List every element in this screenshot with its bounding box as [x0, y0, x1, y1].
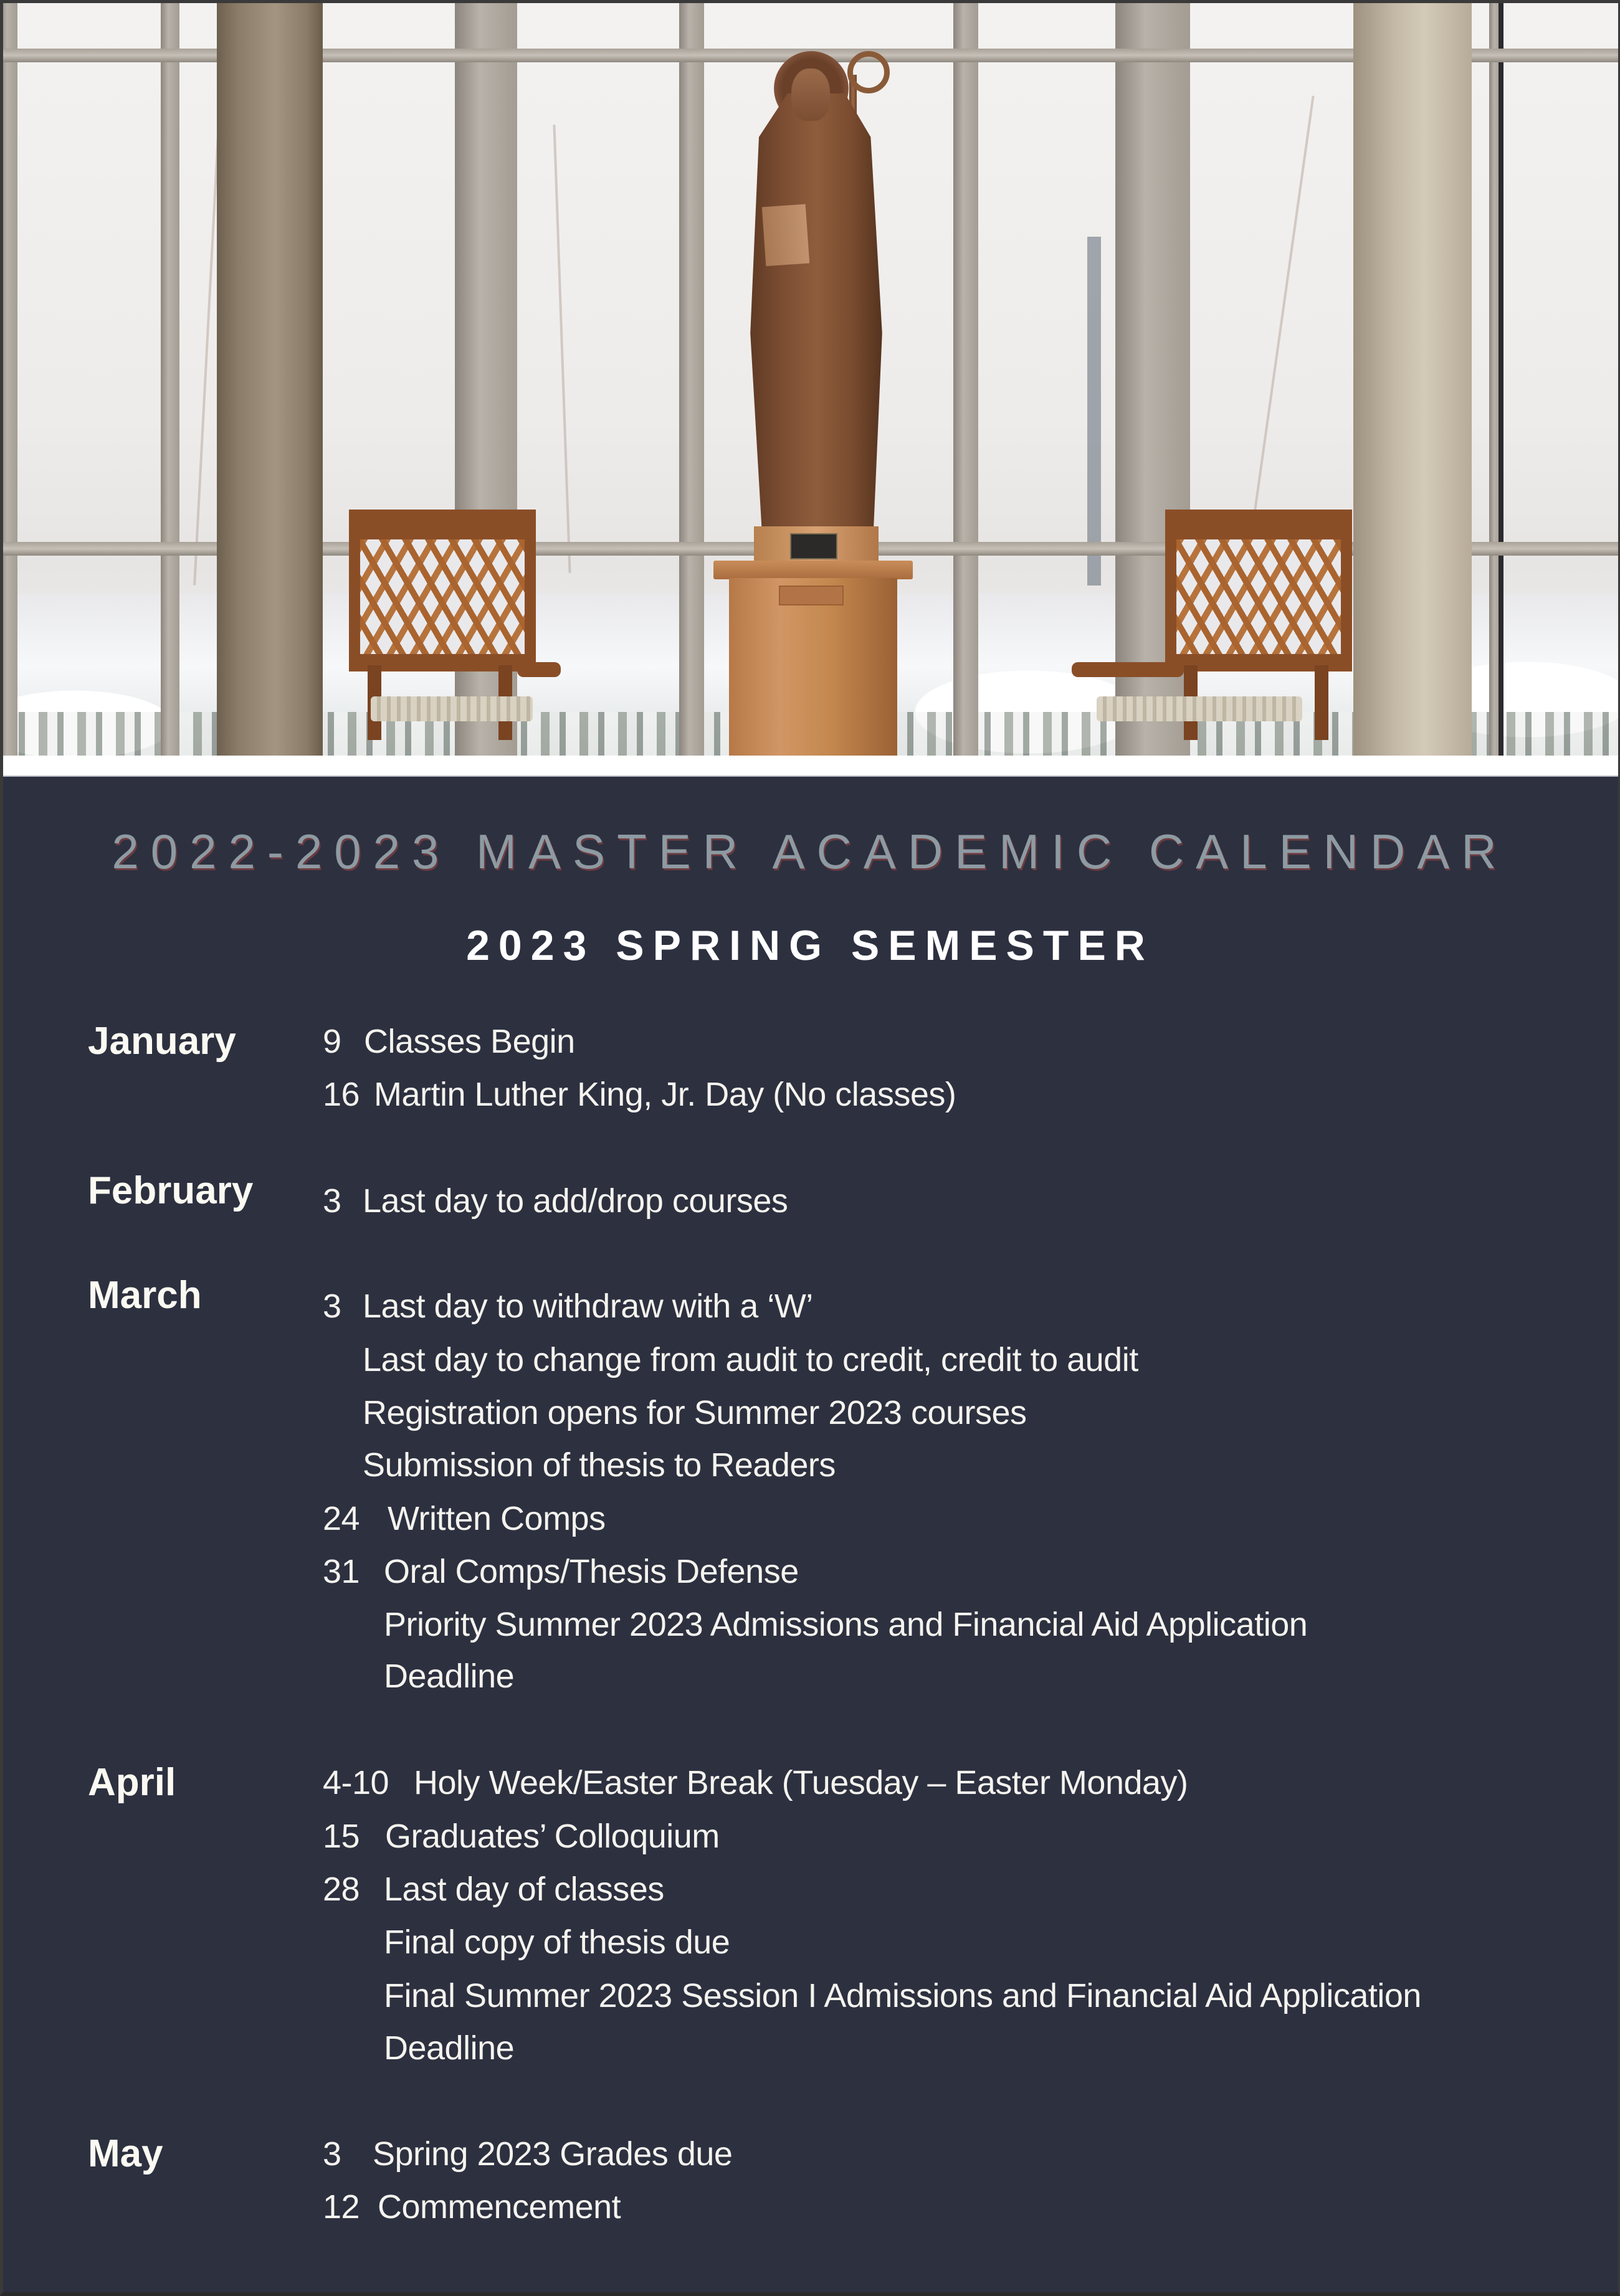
- entry-date: 24: [323, 1500, 360, 1537]
- chair-seat: [1097, 696, 1302, 721]
- entry-text: Last day of classes: [384, 1871, 664, 1908]
- chair-seat: [371, 696, 533, 721]
- chair-back: [1165, 510, 1352, 671]
- calendar-entry-continued: Priority Summer 2023 Admissions and Financial Aid Application: [384, 1606, 1308, 1643]
- entry-text: Last day to withdraw with a ‘W’: [363, 1288, 813, 1325]
- statue-book: [762, 204, 809, 267]
- window-frame: [161, 0, 179, 756]
- entry-date: 9: [323, 1023, 341, 1060]
- calendar-entry-continued: Submission of thesis to Readers: [363, 1446, 836, 1484]
- month-label-january: January: [88, 1020, 236, 1063]
- calendar-entry: [323, 1494, 606, 1544]
- calendar-entry: [323, 1017, 575, 1066]
- entry-text: Last day to add/drop courses: [363, 1182, 788, 1220]
- header-photo: [0, 0, 1620, 756]
- entry-date: 28: [323, 1871, 360, 1908]
- calendar-entry: [323, 1176, 788, 1226]
- entry-date: 3: [323, 1182, 341, 1220]
- entry-text: Graduates’ Colloquium: [385, 1818, 720, 1855]
- chair-left: [349, 510, 598, 756]
- entry-date: 4-10: [323, 1764, 389, 1801]
- window-frame: [0, 0, 17, 756]
- chair-back: [349, 510, 536, 671]
- entry-date: 31: [323, 1553, 360, 1590]
- chair-arm: [517, 662, 561, 677]
- chair-leg: [1315, 665, 1328, 740]
- chair-right: [1165, 510, 1414, 756]
- month-label-february: February: [88, 1169, 254, 1212]
- window-frame: [1498, 0, 1503, 756]
- statue-robe: [745, 93, 888, 529]
- entry-text: Martin Luther King, Jr. Day (No classes): [374, 1076, 956, 1113]
- entry-date: 3: [323, 1288, 341, 1325]
- divider-strip: [0, 756, 1620, 777]
- month-label-april: April: [88, 1761, 176, 1804]
- calendar-entry-continued: Final Summer 2023 Session I Admissions and Financial Aid Application: [384, 1977, 1421, 2014]
- semester-heading: 2023 SPRING SEMESTER: [466, 922, 1154, 969]
- calendar-title: 2022-2023 MASTER ACADEMIC CALENDAR: [112, 824, 1508, 879]
- calendar-entry: [323, 1547, 799, 1596]
- calendar-entry-continued: Registration opens for Summer 2023 courses: [363, 1394, 1027, 1431]
- calendar-entry-continued: Last day to change from audit to credit, credit to audit: [363, 1341, 1138, 1378]
- column-left: [217, 0, 323, 756]
- calendar-entry-continued: Final copy of thesis due: [384, 1924, 730, 1961]
- entry-date: 15: [323, 1818, 360, 1855]
- chair-arm: [1072, 662, 1184, 677]
- calendar-entry-continued: Deadline: [384, 1658, 515, 1695]
- window-frame: [953, 0, 978, 756]
- calendar-entry: [323, 1864, 664, 1914]
- statue-plaque: [790, 533, 837, 559]
- entry-text: Oral Comps/Thesis Defense: [384, 1553, 799, 1590]
- calendar-entry: [323, 1758, 1188, 1808]
- pedestal-top: [713, 561, 913, 579]
- pedestal-panel: [779, 586, 844, 605]
- calendar-entry: [323, 2129, 732, 2179]
- month-label-march: March: [88, 1274, 202, 1317]
- entry-text: Holy Week/Easter Break (Tuesday – Easter Monday): [414, 1764, 1188, 1801]
- entry-text: Written Comps: [388, 1500, 606, 1537]
- bare-tree: [553, 125, 571, 573]
- calendar-entry-continued: Deadline: [384, 2029, 515, 2067]
- calendar-entry: [323, 1070, 956, 1119]
- entry-text: Spring 2023 Grades due: [373, 2135, 733, 2173]
- window-frame: [679, 0, 704, 756]
- lamp-post: [1087, 237, 1101, 586]
- statue-head: [791, 69, 830, 121]
- entry-text: Commencement: [378, 2188, 621, 2226]
- calendar-entry: [323, 1811, 720, 1861]
- entry-text: Classes Begin: [364, 1023, 575, 1060]
- entry-date: 3: [323, 2135, 341, 2173]
- entry-date: 16: [323, 1076, 360, 1113]
- statue-crozier-head: [847, 51, 890, 93]
- calendar-entry: [323, 1281, 813, 1331]
- entry-date: 12: [323, 2188, 360, 2226]
- month-label-may: May: [88, 2132, 163, 2175]
- calendar-entry: [323, 2182, 621, 2232]
